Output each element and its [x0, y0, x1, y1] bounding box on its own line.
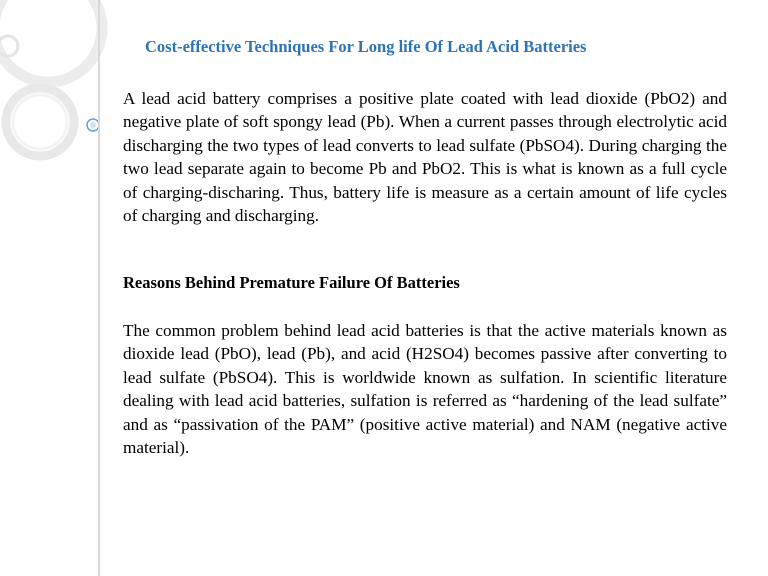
paragraph-1-text: A lead acid battery comprises a positive plate coated with lead dioxide (PbO2) and negative plate of soft spongy lead (Pb). When a current passes through electrolytic acid discharging the two types of lead converts to lead sulfate (PbSO4). During charging the two lead separate again to become Pb and PbO2. This is what is known as a full cycle of charging-discharing. Thus, battery life is measure as a certain amount of life cycles of charging and discharging. — [123, 89, 727, 226]
slide-title: Cost-effective Techniques For Long life Of Lead Acid Batteries — [145, 37, 587, 56]
medium-circle-inner-decoration — [13, 95, 67, 149]
paragraph-1 — [123, 87, 727, 227]
paragraph-2 — [123, 319, 727, 459]
section-subheading: Reasons Behind Premature Failure Of Batteries — [123, 273, 460, 292]
vertical-divider-line — [98, 0, 100, 576]
accent-dot-inner-decoration — [90, 122, 96, 128]
paragraph-2-text: The common problem behind lead acid batteries is that the active materials known as dioxide lead (PbO), lead (Pb), and acid (H2SO4) becomes passive after converting to lead sulfate (PbSO4). This is worldwide known as sulfation. In scientific literature dealing with lead acid batteries, sulfation is referred as “hardening of the lead sulfate” and as “passivation of the PAM” (positive active material) and NAM (negative active material). — [123, 321, 727, 458]
medium-circle-decoration — [6, 88, 74, 156]
